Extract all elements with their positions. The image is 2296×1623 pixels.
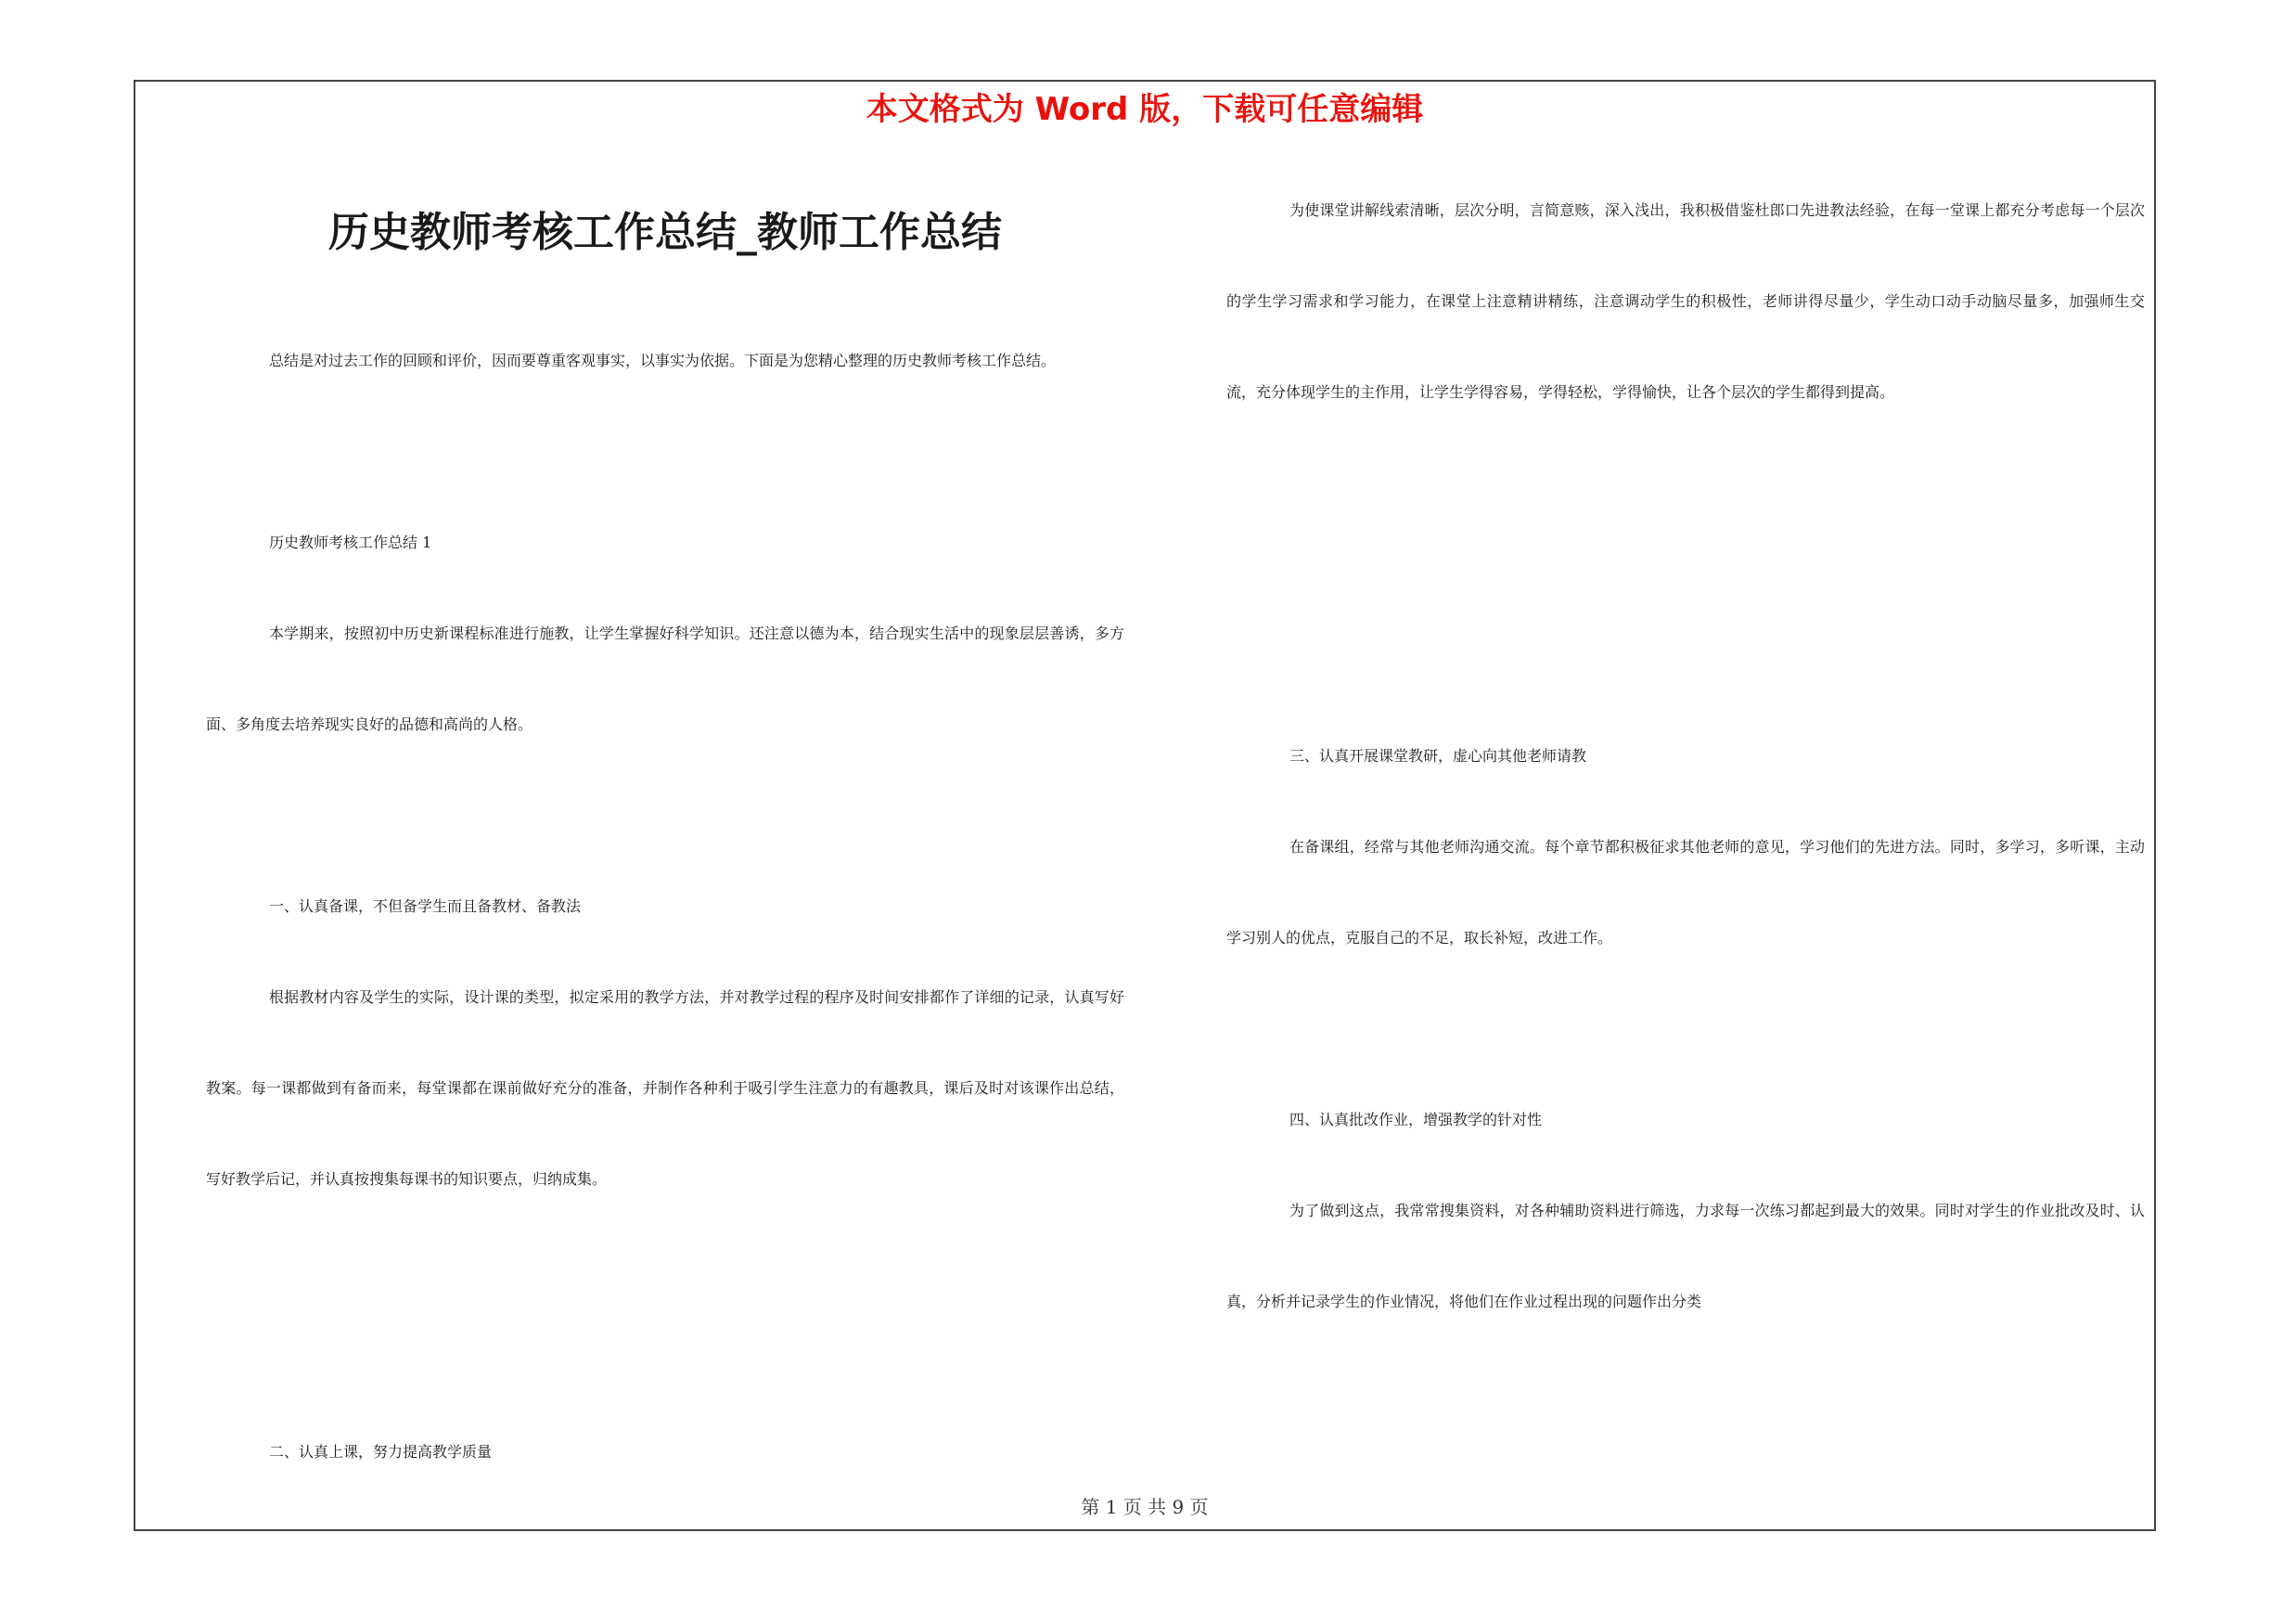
section-heading-prepare: 一、认真备课，不但备学生而且备教材、备教法: [269, 897, 582, 915]
document-title: 历史教师考核工作总结_教师工作总结: [328, 209, 1002, 256]
page-footer: 第 1 页 共 9 页: [1081, 1496, 1209, 1518]
paragraph-intro: 总结是对过去工作的回顾和评价，因而要尊重客观事实，以事实为依据。下面是为您精心整理的历史教师考核工作总结。: [269, 352, 1057, 369]
section-heading-teaching: 二、认真上课，努力提高教学质量: [269, 1443, 493, 1461]
section-heading-summary-1: 历史教师考核工作总结 1: [269, 534, 432, 551]
section-heading-research: 三、认真开展课堂教研，虚心向其他老师请教: [1289, 747, 1587, 765]
paragraph-teaching: 为使课堂讲解线索清晰，层次分明，言简意赅，深入浅出，我积极借鉴杜郎口先进教法经验，在每一堂课上都充分考虑每一个层次的学生学习需求和学习能力，在课堂上注意精讲精练，注意调动学生的积极性，老师讲得尽量少，学生动口动手动脑尽量多，加强师生交流，充分体现学生的主作用，让学生学得容易，学得轻松，学得愉快，让各个层次的学生都得到提高。: [1226, 201, 2145, 401]
paragraph-homework: 为了做到这点，我常常搜集资料，对各种辅助资料进行筛选，力求每一次练习都起到最大的效果。同时对学生的作业批改及时、认真，分析并记录学生的作业情况，将他们在作业过程出现的问题作出分类: [1226, 1202, 2145, 1310]
paragraph-semester: 本学期来，按照初中历史新课程标准进行施教，让学生掌握好科学知识。还注意以德为本，结合现实生活中的现象层层善诱，多方面、多角度去培养现实良好的品德和高尚的人格。: [206, 625, 1124, 733]
section-heading-homework: 四、认真批改作业，增强教学的针对性: [1289, 1111, 1543, 1128]
paragraph-prepare: 根据教材内容及学生的实际，设计课的类型，拟定采用的教学方法，并对教学过程的程序及时间安排都作了详细的记录，认真写好教案。每一课都做到有备而来，每堂课都在课前做好充分的准备，并制作各种利于吸引学生注意力的有趣教具，课后及时对该课作出总结，写好教学后记，并认真按搜集每课书的知识要点，归纳成集。: [206, 988, 1124, 1188]
paragraph-research: 在备课组，经常与其他老师沟通交流。每个章节都积极征求其他老师的意见，学习他们的先进方法。同时，多学习，多听课，主动学习别人的优点，克服自己的不足，取长补短，改进工作。: [1226, 838, 2145, 947]
word-format-banner: 本文格式为 Word 版，下载可任意编辑: [866, 91, 1424, 128]
